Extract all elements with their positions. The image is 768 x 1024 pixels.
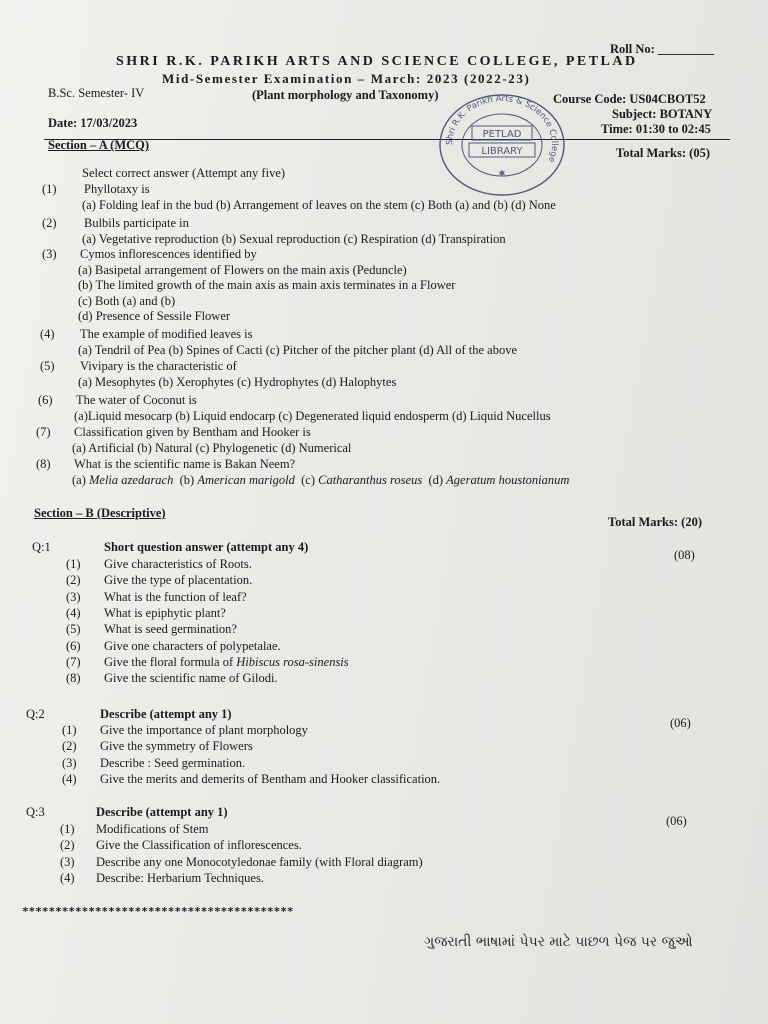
q1-item-text [104,590,247,605]
q1-item-number: (3) [66,589,81,604]
college-name: SHRI R.K. PARIKH ARTS AND SCIENCE COLLEGE, PETLAD [116,54,638,69]
q1-item-label: Give the type of placentation. [104,573,253,588]
q1-item-number: (1) [66,557,81,571]
paper-title: (Plant morphology and Taxonomy) [252,88,439,102]
mcq-question: What is the scientific name is Bakan Neem? [74,457,296,471]
q2-label: Q:2 [26,707,45,721]
q1-item-label: Give characteristics of Roots. [104,557,252,571]
gujarati-note: ગુજરાતી ભાષામાં પેપર માટે પાછળ પેજ પર જુઓ [424,934,693,950]
q1-item-text [104,557,252,572]
q2-item-text [100,756,245,771]
section-b-marks: Total Marks: (20) [608,515,702,529]
q3-item-number: (1) [60,822,75,836]
mcq-number: (8) [36,457,51,471]
q1-item-label: What is the function of leaf? [104,589,247,604]
exam-date: Date: 17/03/2023 [48,116,138,130]
q3-item-label: Give the Classification of inflorescences. [96,838,302,853]
mcq-question: The example of modified leaves is [80,327,253,341]
section-a-title: Section – A (MCQ) [48,138,150,152]
exam-time: Time: 01:30 to 02:45 [601,122,711,136]
mcq-options: (c) Both (a) and (b) [78,293,176,308]
q1-item-number: (6) [66,638,81,653]
mcq-options: (a) Vegetative reproduction (b) Sexual reproduction (c) Respiration (d) Transpiration [82,231,506,246]
section-a-marks: Total Marks: (05) [616,146,710,160]
q3-item-number: (3) [60,854,75,869]
mcq-options: (a)Liquid mesocarp (b) Liquid endocarp (c) Degenerated liquid endosperm (d) Liquid Nucellus [74,408,551,423]
q3-label: Q:3 [26,805,45,819]
q2-item-label: Give the symmetry of Flowers [100,739,253,754]
semester: B.Sc. Semester- IV [48,86,145,100]
mcq-number: (7) [36,425,51,439]
mcq-options: (a) Basipetal arrangement of Flowers on the main axis (Peduncle) [78,262,407,277]
q2-heading: Describe (attempt any 1) [100,707,232,721]
q3-item-text [96,822,209,837]
footer-stars: ***************************************** [22,905,294,918]
mcq-question: Vivipary is the characteristic of [80,359,237,373]
q1-marks: (08) [674,548,695,562]
mcq-question: Cymos inflorescences identified by [80,247,257,261]
q1-item-number: (8) [66,671,81,686]
q1-heading: Short question answer (attempt any 4) [104,540,309,554]
q1-item-label: Give one characters of polypetalae. [104,638,281,653]
option-letter: (c) [294,472,319,487]
q2-item-number: (2) [62,739,77,754]
option-letter: (a) [72,472,89,487]
q2-item-text [100,772,440,787]
mcq-question: Bulbils participate in [84,216,189,230]
q3-item-text [96,855,423,870]
section-b-title: Section – B (Descriptive) [34,506,166,520]
q3-item-number: (2) [60,838,75,853]
q1-item-label: What is epiphytic plant? [104,605,226,620]
mcq-options: (a) Artificial (b) Natural (c) Phylogenetic (d) Numerical [72,440,352,455]
library-stamp [436,92,568,198]
stamp-ring-text: Shri R.K. Parikh Arts & Science College [444,93,560,164]
option-scientific-name: Melia azedarach [89,472,174,487]
q1-item-number: (4) [66,605,81,620]
option-scientific-name: American marigold [197,472,295,487]
star-icon: ✱ [498,169,506,178]
q2-item-text [100,739,253,754]
mcq-options: (a) Tendril of Pea (b) Spines of Cacti (c) Pitcher of the pitcher plant (d) All of the above [78,342,518,357]
q1-label: Q:1 [32,540,51,554]
mcq-number: (4) [40,327,55,341]
mcq-options: (b) The limited growth of the main axis as main axis terminates in a Flower [78,278,456,293]
q3-item-label: Describe any one Monocotyledonae family (with Floral diagram) [96,854,423,869]
mcq-number: (6) [38,393,53,407]
stamp-library: LIBRARY [481,146,523,157]
option-scientific-name: Catharanthus roseus [318,472,423,487]
mcq-question: Phyllotaxy is [84,182,150,196]
mcq-question: The water of Coconut is [76,393,197,407]
subject: Subject: BOTANY [612,107,713,121]
q1-item-text [104,655,349,670]
option-letter: (b) [173,472,198,487]
mcq-question: Classification given by Bentham and Hooker is [74,425,311,439]
scientific-name: Hibiscus rosa-sinensis [236,654,349,669]
q1-item-label: What is seed germination? [104,622,237,637]
mcq-number: (1) [42,182,57,196]
q1-item-text [104,606,226,621]
q3-item-number: (4) [60,870,75,885]
q3-heading: Describe (attempt any 1) [96,805,228,819]
q1-item-number: (2) [66,573,81,588]
q1-item-label: Give the scientific name of Gilodi. [104,671,278,686]
option-scientific-name: Ageratum houstonianum [446,472,570,487]
mcq-options: (d) Presence of Sessile Flower [78,309,231,324]
q2-item-label: Give the merits and demerits of Bentham and Hooker classification. [100,771,441,786]
course-code: Course Code: US04CBOT52 [553,92,706,106]
mcq-options [72,473,569,488]
mcq-number: (3) [42,247,57,261]
mcq-options: (a) Folding leaf in the bud (b) Arrangement of leaves on the stem (c) Both (a) and (b) (d) None [82,197,556,212]
q2-item-number: (1) [62,723,77,737]
q2-marks: (06) [670,716,691,730]
q2-item-label: Give the importance of plant morphology [100,723,308,737]
q1-item-text [104,639,281,654]
q3-item-text [96,838,302,853]
q1-item-number: (5) [66,622,81,637]
q1-item-label: Give the floral formula of [104,654,237,669]
mcq-number: (2) [42,216,57,230]
q3-item-label: Modifications of Stem [96,822,209,836]
q1-item-number: (7) [66,654,81,669]
q2-item-label: Describe : Seed germination. [100,755,246,770]
q1-item-text [104,622,237,637]
q2-item-text [100,723,308,738]
q3-item-label: Describe: Herbarium Techniques. [96,870,264,885]
stamp-petlad: PETLAD [482,129,522,140]
mcq-number: (5) [40,359,55,373]
q1-item-text [104,573,252,588]
mcq-options: (a) Mesophytes (b) Xerophytes (c) Hydrophytes (d) Halophytes [78,374,397,389]
exam-title: Mid-Semester Examination – March: 2023 (2022-23) [162,71,531,86]
q3-marks: (06) [666,814,687,828]
q3-item-text [96,871,264,886]
q2-item-number: (3) [62,755,77,770]
section-a-instruction: Select correct answer (Attempt any five) [82,166,286,180]
roll-no: Roll No: _________ [610,42,715,56]
q2-item-number: (4) [62,771,77,786]
q1-item-text [104,671,278,686]
option-letter: (d) [422,472,447,487]
